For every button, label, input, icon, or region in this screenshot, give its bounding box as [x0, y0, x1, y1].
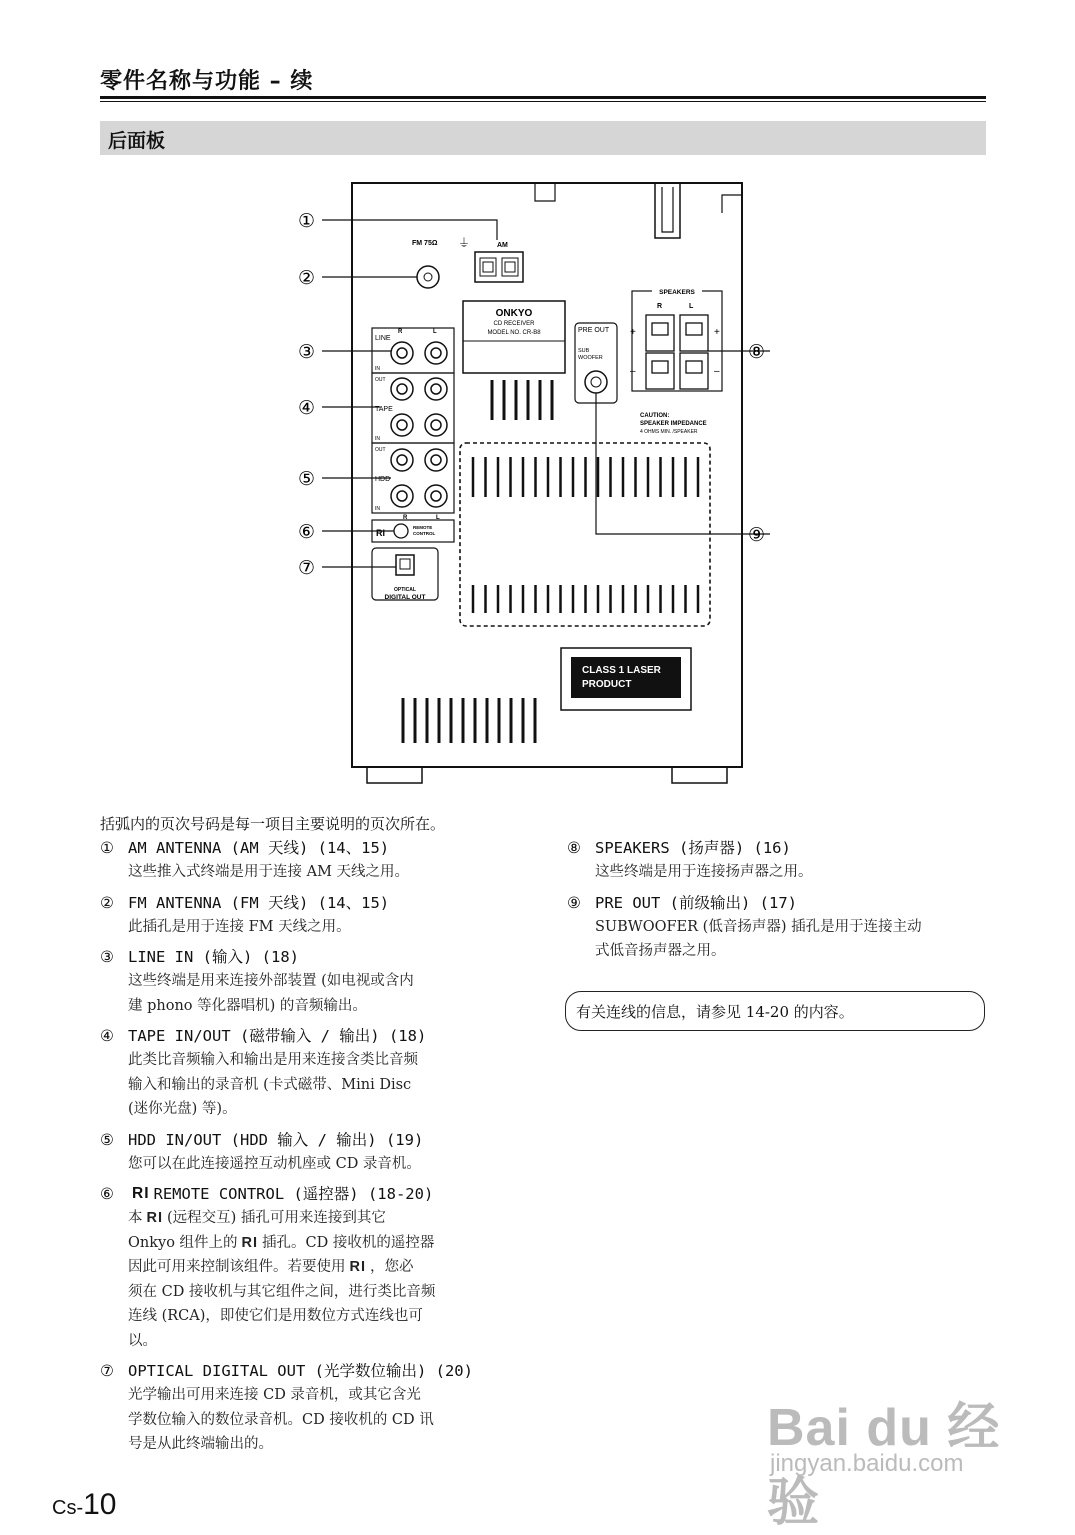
list-item: ① AM ANTENNA (AM 天线) (14、15) 这些推入式终端是用于连接 AM 天线之用。: [100, 839, 410, 880]
svg-text:IN: IN: [375, 506, 380, 512]
svg-text:L: L: [689, 303, 694, 310]
fm-label: FM 75Ω: [412, 240, 438, 247]
svg-text:R: R: [657, 303, 663, 310]
svg-text:TAPE: TAPE: [375, 406, 393, 413]
section-bar: [100, 121, 986, 155]
foot-left: [367, 767, 422, 783]
svg-text:SUB: SUB: [578, 348, 590, 354]
rear-panel-diagram: [290, 175, 770, 795]
svg-text:CONTROL: CONTROL: [413, 531, 436, 536]
list-item: ⑥ RI REMOTE CONTROL (遥控器) (18-20) 本 RI (远程交互) 插孔可用来连接到其它 Onkyo 组件上的 RI 插孔。CD 接收机的遥控器 因此可用来控制该组件。若要使用 RI ，您必 须在 CD 接收机与其它组件之间，进行类比音频 连线 (RCA)，即使它们是用数位方式连线也可 以。: [100, 1182, 530, 1353]
subwoofer-jack: [585, 371, 607, 393]
items-left-column: [100, 836, 530, 1463]
svg-text:SPEAKER IMPEDANCE: SPEAKER IMPEDANCE: [640, 421, 707, 427]
callout-numbers: [298, 210, 765, 579]
svg-text:HDD: HDD: [375, 476, 391, 483]
intro-text: 括弧内的页次号码是每一项目主要说明的页次所在。: [100, 815, 446, 833]
svg-text:⑤: ⑤: [298, 468, 316, 490]
speaker-terminals: [646, 315, 708, 389]
vent-bottom: [403, 698, 535, 743]
svg-text:WOOFER: WOOFER: [578, 355, 603, 361]
list-item: ② FM ANTENNA (FM 天线) (14、15) 此插孔是用于连接 FM 天线之用。: [100, 893, 390, 935]
list-item: ⑦ OPTICAL DIGITAL OUT (光学数位输出) (20) 光学输出可用来连接 CD 录音机，或其它含光 学数位输入的数位录音机。CD 接收机的 CD 讯 号是从此终端输出的。: [100, 1362, 473, 1452]
ri-logo-icon: RI: [132, 1185, 150, 1202]
svg-text:IN: IN: [375, 366, 380, 372]
ground-icon: ⏚: [458, 236, 471, 250]
svg-text:③: ③: [298, 341, 316, 363]
svg-text:REMOTE: REMOTE: [413, 525, 433, 530]
ri-logo-icon: RI: [146, 1210, 163, 1226]
list-item: ⑨ PRE OUT (前级输出) (17) SUBWOOFER (低音扬声器) 插孔是用于连接主动 式低音扬声器之用。: [567, 893, 922, 959]
svg-text:PRODUCT: PRODUCT: [582, 679, 632, 690]
top-notch: [535, 183, 555, 201]
svg-text:–: –: [714, 366, 720, 377]
svg-text:R: R: [398, 329, 403, 335]
callout-lines: [322, 220, 770, 567]
title-rule-thin: [100, 101, 986, 102]
section-title: 后面板: [108, 130, 166, 152]
foot-right: [672, 767, 727, 783]
list-item: ④ TAPE IN/OUT (磁带输入 / 输出) (18) 此类比音频输入和输出是用来连接含类比音频 输入和输出的录音机 (卡式磁带、Mini Disc (迷你光盘) 等)。: [100, 1027, 427, 1117]
svg-text:MODEL NO. CR-B8: MODEL NO. CR-B8: [487, 330, 541, 336]
rca-jacks: [391, 342, 447, 507]
svg-text:CD RECEIVER: CD RECEIVER: [493, 321, 535, 327]
svg-text:②: ②: [298, 267, 316, 289]
svg-text:①: ①: [298, 210, 316, 232]
svg-text:⑥: ⑥: [298, 521, 316, 543]
items-right-column: [567, 836, 987, 970]
watermark: Bai du 经验 jingyan.baidu.com: [767, 1399, 1001, 1532]
svg-text:DIGITAL OUT: DIGITAL OUT: [384, 594, 426, 601]
am-terminal: [475, 252, 523, 282]
svg-text:OPTICAL: OPTICAL: [394, 587, 416, 593]
svg-text:L: L: [436, 515, 440, 521]
svg-text:L: L: [433, 329, 437, 335]
title-rule: [100, 96, 986, 99]
cord-clamp: [655, 183, 680, 238]
list-item: ⑤ HDD IN/OUT (HDD 输入 / 输出) (19) 您可以在此连接遥控互动机座或 CD 录音机。: [100, 1130, 424, 1172]
svg-text:CAUTION:: CAUTION:: [640, 413, 670, 419]
svg-text:PRE OUT: PRE OUT: [578, 327, 610, 334]
svg-text:④: ④: [298, 397, 316, 419]
pre-out-box: [575, 323, 617, 403]
info-note: 有关连线的信息，请参见 14-20 的内容。: [565, 991, 985, 1031]
svg-text:OUT: OUT: [375, 377, 386, 383]
svg-text:R: R: [403, 515, 408, 521]
fm-jack: [417, 266, 439, 288]
svg-text:–: –: [630, 366, 636, 377]
svg-text:CLASS 1 LASER: CLASS 1 LASER: [582, 665, 661, 676]
am-label: AM: [497, 242, 508, 249]
page-title: 零件名称与功能 – 续: [100, 69, 314, 94]
svg-text:⑦: ⑦: [298, 557, 316, 579]
svg-text:LINE: LINE: [375, 335, 391, 342]
list-item: ⑧ SPEAKERS (扬声器) (16) 这些终端是用于连接扬声器之用。: [567, 839, 813, 880]
svg-text:IN: IN: [375, 436, 380, 442]
svg-text:⑨: ⑨: [748, 524, 766, 546]
svg-text:+: +: [714, 327, 720, 338]
svg-text:4 OHMS MIN. /SPEAKER: 4 OHMS MIN. /SPEAKER: [640, 429, 698, 435]
svg-text:OUT: OUT: [375, 447, 386, 453]
page-number: Cs-10: [52, 1488, 117, 1521]
svg-text:⑧: ⑧: [748, 341, 766, 363]
svg-text:+: +: [630, 327, 636, 338]
vent-small: [492, 380, 552, 420]
ri-logo-icon: RI: [241, 1234, 259, 1251]
ri-logo-icon: RI: [349, 1259, 366, 1275]
brand-logo: ONKYO: [495, 308, 533, 319]
svg-text:SPEAKERS: SPEAKERS: [659, 289, 695, 296]
svg-text:RI: RI: [376, 528, 385, 538]
list-item: ③ LINE IN (输入) (18) 这些终端是用来连接外部装置 (如电视或含内 建 phono 等化器唱机) 的音频输出。: [100, 948, 414, 1014]
